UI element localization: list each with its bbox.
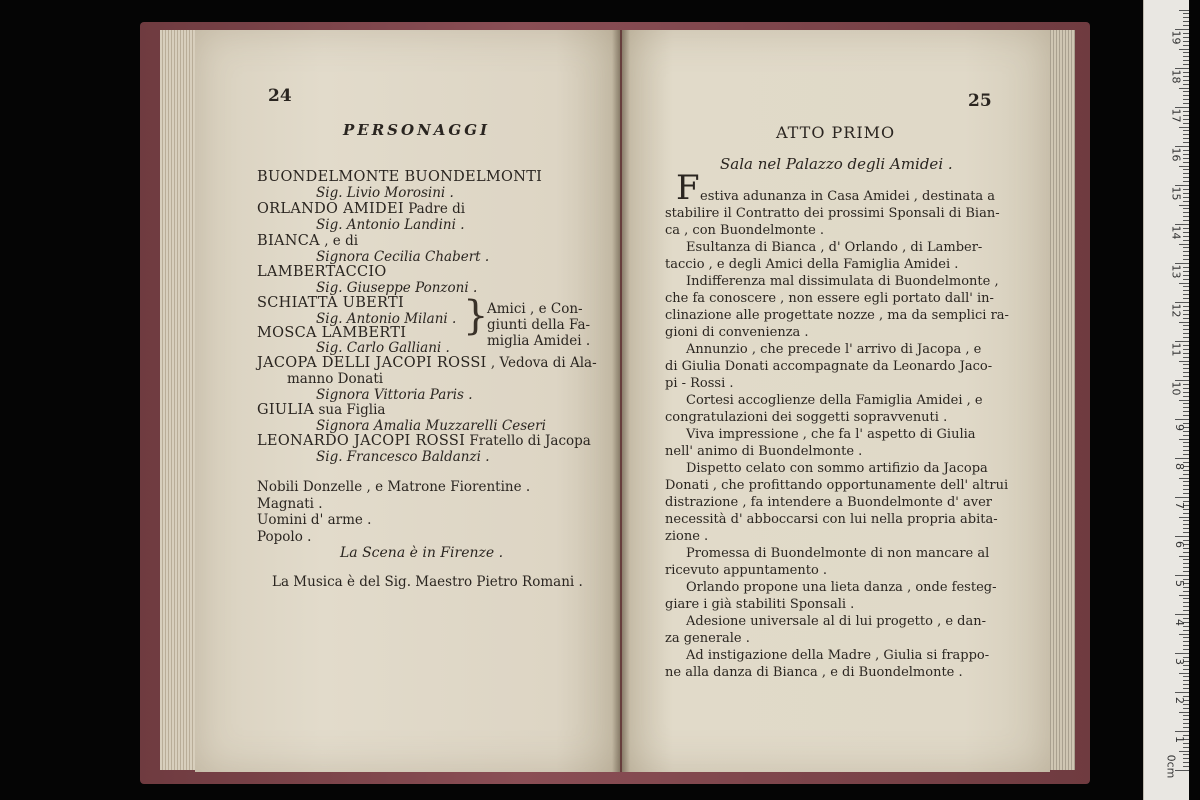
ruler-tick	[1183, 41, 1189, 42]
ruler-tick	[1183, 84, 1189, 85]
ruler-tick	[1183, 357, 1189, 358]
page-number-right: 25	[968, 91, 992, 111]
ruler-tick	[1183, 630, 1189, 631]
ruler-tick	[1179, 439, 1189, 440]
ruler-tick	[1179, 322, 1189, 323]
ruler-tick	[1183, 240, 1189, 241]
text-line: Viva impressione , che fa l' aspetto di Giulia	[686, 427, 976, 442]
ruler-tick	[1183, 212, 1189, 213]
ruler-tick	[1183, 481, 1189, 482]
ruler-tick	[1179, 205, 1189, 206]
ruler-tick	[1183, 680, 1189, 681]
ruler-tick	[1183, 337, 1189, 338]
text-line: giare i già stabiliti Sponsali .	[665, 597, 855, 612]
text-line: ne alla danza di Bianca , e di Buondelmonte .	[665, 665, 963, 680]
ruler-tick	[1183, 567, 1189, 568]
ruler-tick	[1183, 528, 1189, 529]
ruler-tick	[1183, 21, 1189, 22]
ruler-tick	[1183, 388, 1189, 389]
ruler-number: 16	[1169, 147, 1183, 162]
text-line: che fa conoscere , non essere egli portato dall' in-	[665, 291, 994, 306]
ruler-tick	[1183, 169, 1189, 170]
ruler-tick	[1183, 228, 1189, 229]
text-line: estiva adunanza in Casa Amidei , destinata a	[700, 189, 996, 204]
brace-note-line: Amici , e Con-	[487, 301, 583, 317]
ruler-tick	[1183, 532, 1189, 533]
ruler-tick	[1183, 130, 1189, 131]
text-line: necessità d' abboccarsi con lui nella propria abita-	[665, 512, 998, 527]
text-line: pi - Rossi .	[665, 376, 734, 391]
ruler-tick	[1183, 197, 1189, 198]
ruler-tick	[1179, 361, 1189, 362]
ruler-tick	[1183, 552, 1189, 553]
ruler-tick	[1183, 559, 1189, 560]
text-line: Esultanza di Bianca , d' Orlando , di Lamber-	[686, 240, 983, 255]
text-line: stabilire il Contratto dei prossimi Sponsali di Bian-	[665, 206, 1000, 221]
ruler-tick	[1183, 216, 1189, 217]
ruler-tick	[1175, 458, 1189, 459]
text-line: distrazione , fa intendere a Buondelmonte d' aver	[665, 495, 992, 510]
book-gutter	[612, 30, 630, 772]
ruler-number: 11	[1169, 342, 1183, 357]
ruler-tick	[1183, 134, 1189, 135]
ruler-tick	[1183, 232, 1189, 233]
text-line: Donati , che profittando opportunamente dell' altrui	[665, 478, 1009, 493]
extras-line: Magnati .	[257, 496, 323, 512]
ruler-tick	[1183, 684, 1189, 685]
cast-actor: Sig. Antonio Landini .	[316, 217, 465, 233]
ruler-number: 5	[1173, 580, 1186, 587]
ruler-tick	[1183, 56, 1189, 57]
ruler-tick	[1183, 489, 1189, 490]
cast-role: GIULIA sua Figlia	[257, 402, 386, 418]
text-line: nell' animo di Buondelmonte .	[665, 444, 863, 459]
ruler-tick	[1179, 673, 1189, 674]
ruler-tick	[1183, 708, 1189, 709]
ruler-tick	[1183, 345, 1189, 346]
ruler-tick	[1183, 314, 1189, 315]
ruler-tick	[1183, 637, 1189, 638]
ruler-tick	[1183, 298, 1189, 299]
text-line: Ad instigazione della Madre , Giulia si frappo-	[686, 648, 990, 663]
ruler-tick	[1183, 189, 1189, 190]
text-line: gioni di convenienza .	[665, 325, 809, 340]
ruler-number: 3	[1173, 658, 1186, 665]
ruler-tick	[1179, 244, 1189, 245]
text-line: ca , con Buondelmonte .	[665, 223, 825, 238]
ruler-tick	[1183, 17, 1189, 18]
ruler-tick	[1179, 127, 1189, 128]
ruler-tick	[1183, 306, 1189, 307]
ruler-tick	[1183, 91, 1189, 92]
ruler-tick	[1183, 220, 1189, 221]
ruler-tick	[1183, 676, 1189, 677]
scene-note: La Scena è in Firenze .	[340, 545, 504, 561]
brace-note-line: miglia Amidei .	[487, 333, 591, 349]
ruler-tick	[1183, 364, 1189, 365]
ruler-tick	[1179, 751, 1189, 752]
ruler-tick	[1183, 60, 1189, 61]
ruler-tick	[1183, 349, 1189, 350]
text-line: clinazione alle progettate nozze , ma da semplici ra-	[665, 308, 1009, 323]
ruler-tick	[1175, 614, 1189, 615]
ruler-tick	[1183, 454, 1189, 455]
ruler-tick	[1183, 485, 1189, 486]
ruler-number: 9	[1173, 424, 1186, 431]
ruler-tick	[1183, 259, 1189, 260]
ruler-number: 15	[1169, 186, 1183, 201]
ruler-number: 1	[1173, 736, 1186, 743]
ruler-tick	[1179, 400, 1189, 401]
ruler-tick	[1183, 325, 1189, 326]
ruler-number: 8	[1173, 463, 1186, 470]
ruler-tick	[1183, 606, 1189, 607]
ruler-tick	[1183, 310, 1189, 311]
ruler-tick	[1183, 45, 1189, 46]
cast-actor: Sig. Livio Morosini .	[316, 185, 454, 201]
ruler-tick	[1183, 727, 1189, 728]
cast-actor: Sig. Giuseppe Ponzoni .	[316, 280, 478, 296]
ruler-tick	[1183, 372, 1189, 373]
ruler-tick	[1183, 162, 1189, 163]
text-line: zione .	[665, 529, 709, 544]
brace-symbol: }	[463, 293, 489, 339]
ruler-tick	[1183, 766, 1189, 767]
text-line: Annunzio , che precede l' arrivo di Jacopa , e	[686, 342, 982, 357]
ruler-number: 18	[1169, 69, 1183, 84]
ruler-tick	[1183, 376, 1189, 377]
ruler-tick	[1183, 181, 1189, 182]
ruler-tick	[1179, 88, 1189, 89]
ruler-tick	[1183, 271, 1189, 272]
ruler-tick	[1183, 384, 1189, 385]
ruler-tick	[1183, 208, 1189, 209]
ruler-tick	[1183, 158, 1189, 159]
ruler-tick	[1183, 13, 1189, 14]
text-line: taccio , e degli Amici della Famiglia Amidei .	[665, 257, 959, 272]
cast-note: manno Donati	[287, 371, 384, 387]
ruler-number: 10	[1169, 381, 1183, 396]
ruler-tick	[1183, 154, 1189, 155]
text-line: Dispetto celato con sommo artifizio da Jacopa	[686, 461, 988, 476]
ruler-tick	[1183, 762, 1189, 763]
ruler-number: 13	[1169, 264, 1183, 279]
ruler-tick	[1175, 419, 1189, 420]
ruler-tick	[1183, 123, 1189, 124]
cast-role: LAMBERTACCIO	[257, 264, 387, 280]
ruler-number: 7	[1173, 502, 1186, 509]
text-line: za generale .	[665, 631, 750, 646]
ruler-tick	[1183, 150, 1189, 151]
ruler-tick	[1183, 754, 1189, 755]
cast-role: ORLANDO AMIDEI Padre di	[257, 201, 466, 217]
ruler-tick	[1179, 595, 1189, 596]
ruler-tick	[1183, 602, 1189, 603]
ruler-tick	[1175, 575, 1189, 576]
cast-role: MOSCA LAMBERTI	[257, 325, 407, 341]
ruler-tick	[1183, 25, 1189, 26]
ruler-tick	[1179, 49, 1189, 50]
ruler-tick	[1179, 556, 1189, 557]
ruler-tick	[1183, 333, 1189, 334]
ruler-tick	[1183, 641, 1189, 642]
ruler-tick	[1183, 446, 1189, 447]
ruler-number: 6	[1173, 541, 1186, 548]
ruler-tick	[1183, 76, 1189, 77]
ruler-tick	[1183, 247, 1189, 248]
ruler-tick	[1175, 653, 1189, 654]
extras-line: Popolo .	[257, 529, 312, 545]
ruler-tick	[1179, 712, 1189, 713]
ruler-tick	[1183, 407, 1189, 408]
ruler-tick	[1183, 33, 1189, 34]
ruler-tick	[1175, 497, 1189, 498]
ruler-tick	[1183, 610, 1189, 611]
ruler-tick	[1183, 450, 1189, 451]
cast-role: JACOPA DELLI JACOPI ROSSI , Vedova di Ala-	[257, 355, 597, 371]
ruler-tick	[1183, 95, 1189, 96]
ruler-tick	[1183, 193, 1189, 194]
ruler-tick	[1183, 524, 1189, 525]
ruler-tick	[1183, 64, 1189, 65]
ruler-tick	[1175, 692, 1189, 693]
ruler-tick	[1183, 275, 1189, 276]
ruler-tick	[1183, 236, 1189, 237]
ruler-tick	[1179, 478, 1189, 479]
ruler-tick	[1183, 115, 1189, 116]
cast-actor: Signora Vittoria Paris .	[316, 387, 473, 403]
ruler-tick	[1183, 177, 1189, 178]
ruler-tick	[1183, 563, 1189, 564]
ruler-tick	[1179, 166, 1189, 167]
text-line: Indifferenza mal dissimulata di Buondelmonte ,	[686, 274, 999, 289]
text-line: congratulazioni dei soggetti sopravvenuti .	[665, 410, 948, 425]
ruler-tick	[1183, 255, 1189, 256]
ruler-tick	[1175, 731, 1189, 732]
ruler-tick	[1183, 368, 1189, 369]
ruler-tick	[1183, 715, 1189, 716]
cast-role: BUONDELMONTE BUONDELMONTI	[257, 169, 543, 185]
ruler-tick	[1183, 329, 1189, 330]
ruler-tick	[1183, 80, 1189, 81]
ruler-tick	[1183, 571, 1189, 572]
brace-note-line: giunti della Fa-	[487, 317, 591, 333]
ruler-tick	[1183, 758, 1189, 759]
page-edges-left	[160, 30, 200, 770]
ruler-tick	[1179, 634, 1189, 635]
cast-actor: Sig. Carlo Galliani .	[316, 340, 450, 356]
ruler-tick	[1179, 517, 1189, 518]
ruler-tick	[1183, 279, 1189, 280]
ruler-tick	[1183, 251, 1189, 252]
ruler-tick	[1183, 286, 1189, 287]
ruler-tick	[1183, 645, 1189, 646]
ruler-tick	[1183, 598, 1189, 599]
extras-line: Uomini d' arme .	[257, 512, 372, 528]
ruler-tick	[1183, 669, 1189, 670]
ruler-tick	[1183, 138, 1189, 139]
ruler-tick	[1183, 392, 1189, 393]
text-line: Adesione universale al di lui progetto , e dan-	[686, 614, 987, 629]
cast-role: SCHIATTA UBERTI	[257, 295, 405, 311]
ruler-tick	[1183, 747, 1189, 748]
ruler-tick	[1183, 396, 1189, 397]
ruler-number: 19	[1169, 30, 1183, 45]
ruler-tick	[1183, 403, 1189, 404]
ruler-tick	[1183, 411, 1189, 412]
ruler-tick	[1183, 513, 1189, 514]
cast-role: BIANCA , e di	[257, 233, 359, 249]
ruler-tick	[1179, 10, 1189, 11]
cast-heading: PERSONAGGI	[343, 121, 491, 139]
drop-cap: F	[676, 168, 700, 208]
cast-actor: Sig. Francesco Baldanzi .	[316, 449, 490, 465]
ruler-tick	[1179, 283, 1189, 284]
ruler-tick	[1183, 119, 1189, 120]
ruler-tick	[1183, 474, 1189, 475]
ruler-tick	[1183, 37, 1189, 38]
ruler-tick	[1183, 201, 1189, 202]
ruler-tick	[1183, 435, 1189, 436]
ruler-number: 4	[1173, 619, 1186, 626]
act-heading: ATTO PRIMO	[776, 123, 896, 142]
ruler-tick	[1183, 294, 1189, 295]
cast-actor: Sig. Antonio Milani .	[316, 311, 457, 327]
ruler-tick	[1183, 649, 1189, 650]
text-line: Promessa di Buondelmonte di non mancare al	[686, 546, 990, 561]
cast-actor: Signora Cecilia Chabert .	[316, 249, 490, 265]
ruler-tick	[1183, 99, 1189, 100]
ruler-tick	[1183, 318, 1189, 319]
ruler-unit-label: 0cm	[1164, 754, 1178, 779]
ruler-tick	[1183, 72, 1189, 73]
ruler-tick	[1183, 173, 1189, 174]
ruler-tick	[1183, 142, 1189, 143]
measuring-ruler	[1143, 0, 1189, 800]
ruler-tick	[1183, 688, 1189, 689]
ruler-tick	[1183, 353, 1189, 354]
ruler-tick	[1183, 111, 1189, 112]
text-line: Cortesi accoglienze della Famiglia Amidei , e	[686, 393, 983, 408]
ruler-number: 12	[1169, 303, 1183, 318]
ruler-number: 2	[1173, 697, 1186, 704]
extras-line: Nobili Donzelle , e Matrone Fiorentine .	[257, 479, 531, 495]
text-line: di Giulia Donati accompagnate da Leonardo Jaco-	[665, 359, 993, 374]
text-line: Orlando propone una lieta danza , onde festeg-	[686, 580, 997, 595]
ruler-tick	[1183, 723, 1189, 724]
text-line: ricevuto appuntamento .	[665, 563, 828, 578]
music-credit: La Musica è del Sig. Maestro Pietro Romani .	[272, 574, 583, 590]
ruler-tick	[1183, 103, 1189, 104]
ruler-tick	[1183, 719, 1189, 720]
ruler-tick	[1183, 591, 1189, 592]
ruler-number: 17	[1169, 108, 1183, 123]
ruler-tick	[1183, 290, 1189, 291]
cast-role: LEONARDO JACOPI ROSSI Fratello di Jacopa	[257, 433, 591, 449]
ruler-tick	[1183, 520, 1189, 521]
ruler-tick	[1183, 267, 1189, 268]
ruler-tick	[1183, 442, 1189, 443]
ruler-tick	[1183, 52, 1189, 53]
ruler-number: 14	[1169, 225, 1183, 240]
cast-actor: Signora Amalia Muzzarelli Ceseri	[316, 418, 546, 434]
ruler-tick	[1175, 536, 1189, 537]
scene-subheading: Sala nel Palazzo degli Amidei .	[720, 155, 953, 173]
ruler-tick	[1183, 493, 1189, 494]
page-number-left: 24	[268, 86, 292, 106]
ruler-tick	[1183, 415, 1189, 416]
